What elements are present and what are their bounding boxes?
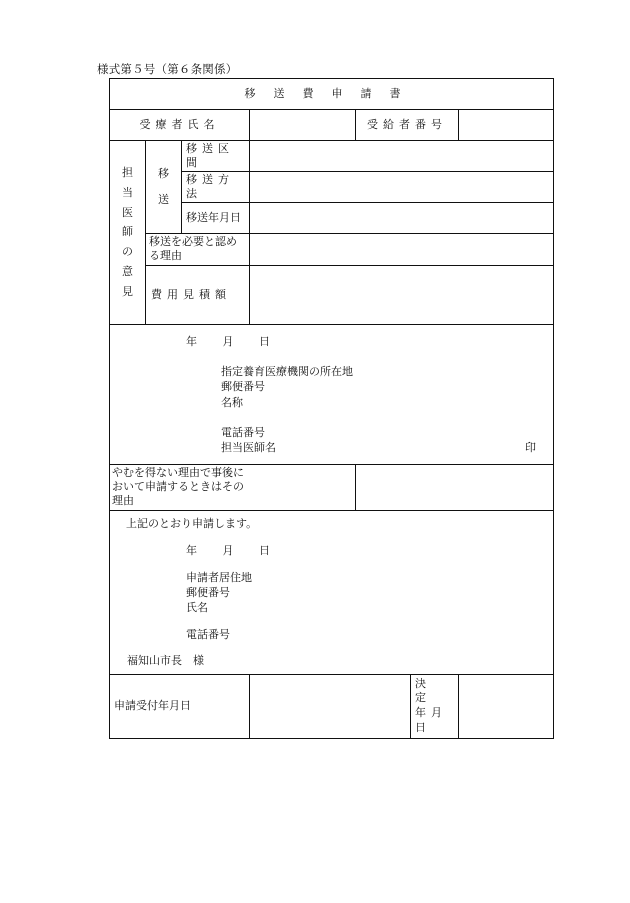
transport-reason-label: 移送を必要と認める理由 [146,234,250,266]
transport-reason-field[interactable] [250,234,554,266]
institution-address-label: 指定養育医療機関の所在地 [221,364,353,378]
transport-cost-application-form [109,78,554,739]
form-caption: 様式第５号（第６条関係） [97,62,238,76]
transport-method-field[interactable] [250,172,554,203]
institution-postal-label: 郵便番号 [221,379,265,393]
applicant-postal-label: 郵便番号 [186,585,230,599]
applicant-name-label: 氏名 [186,600,208,614]
title-row [110,79,554,110]
applicant-phone-label: 電話番号 [186,627,230,641]
decision-date-field[interactable] [459,674,554,738]
applicant-block [110,510,554,674]
recipient-number-label: 受給者番号 [356,110,459,141]
doctor-block-row [110,324,554,464]
cost-estimate-label: 費用見積額 [146,265,250,324]
received-date-label: 申請受付年月日 [110,674,250,738]
received-date-field[interactable] [250,674,411,738]
applicant-address-label: 申請者居住地 [186,570,252,584]
cost-estimate-row [110,265,554,324]
addressee: 福知山市長 様 [127,653,204,667]
doctor-block [110,324,554,464]
recipient-number-field[interactable] [459,110,554,141]
office-use-row [110,674,554,738]
patient-name-label: 受療者氏名 [110,110,250,141]
seal-mark: 印 [525,440,536,454]
institution-phone-label: 電話番号 [221,425,265,439]
transport-section-row [110,141,554,172]
doctor-date: 年 月 日 [186,334,270,348]
transport-date-label: 移送年月日 [182,203,250,234]
transport-method-label: 移送方法 [182,172,250,203]
doctor-opinion-label: 担 当 医 師 の 意 見 [110,141,146,325]
decision-date-label: 決 定 年月日 [411,674,459,738]
application-statement: 上記のとおり申請します。 [126,516,258,530]
application-date: 年 月 日 [186,543,270,557]
cost-estimate-field[interactable] [250,265,554,324]
transport-section-field[interactable] [250,141,554,172]
transport-reason-row [110,234,554,266]
late-reason-label: やむを得ない理由で事後において申請するときはその理由 [110,464,356,510]
late-reason-field[interactable] [356,464,554,510]
patient-row [110,110,554,141]
institution-name-label: 名称 [221,395,243,409]
transport-group-label: 移 送 [146,141,182,234]
patient-name-field[interactable] [250,110,356,141]
transport-section-label: 移送区間 [182,141,250,172]
transport-date-field[interactable] [250,203,554,234]
applicant-block-row [110,510,554,674]
form-title: 移送費申請書 [110,79,554,110]
late-reason-row [110,464,554,510]
doctor-name-label: 担当医師名 [221,440,276,454]
